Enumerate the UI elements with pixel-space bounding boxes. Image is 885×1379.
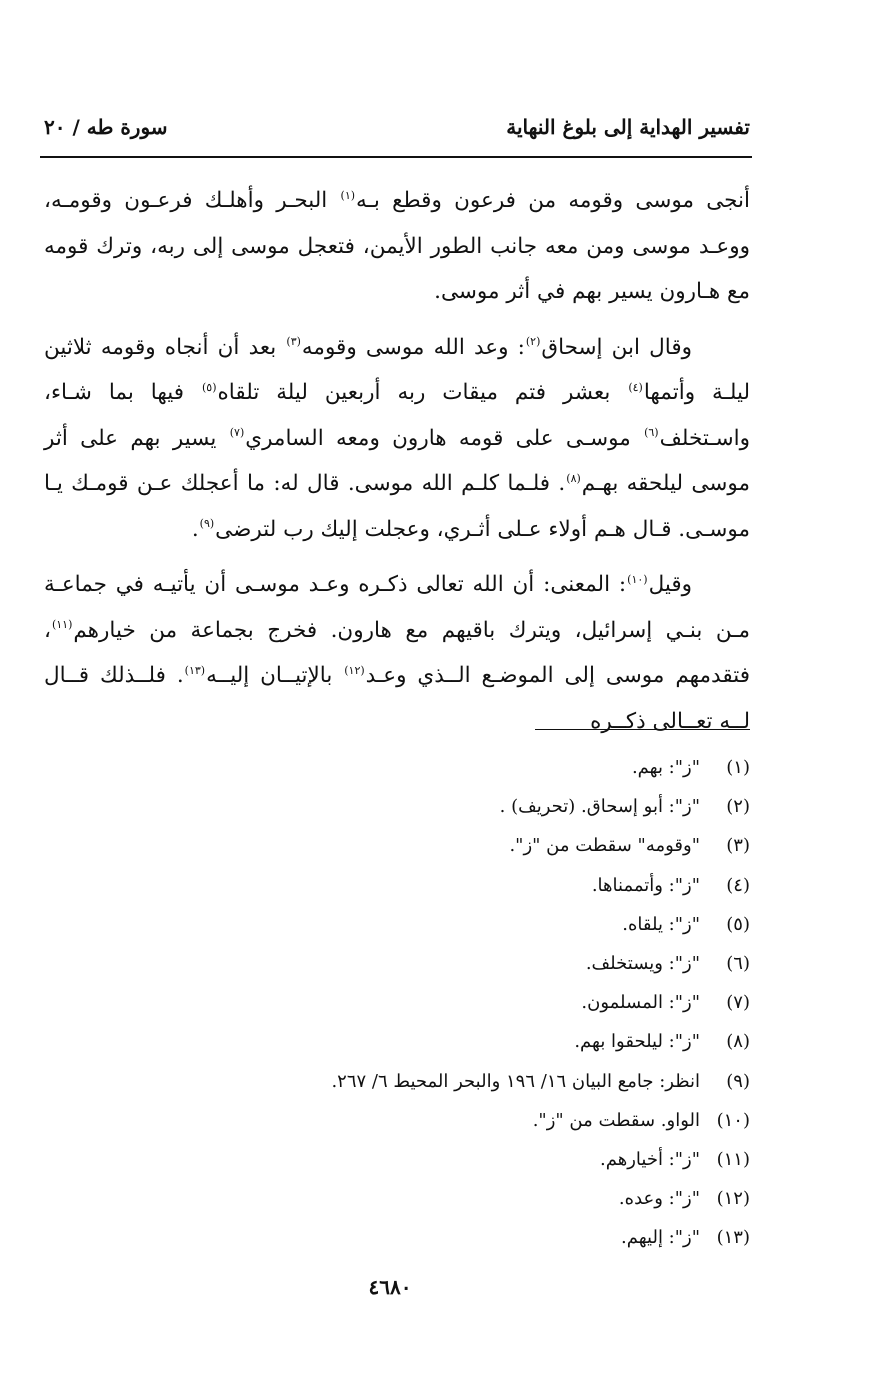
footnote-item bbox=[190, 826, 750, 865]
paragraph bbox=[44, 562, 750, 744]
footnote-item bbox=[190, 1101, 750, 1140]
footnote-number: (٢) bbox=[726, 796, 750, 818]
footnote-ref[interactable]: (١٠) bbox=[627, 572, 648, 586]
paragraph bbox=[44, 178, 750, 315]
running-header bbox=[40, 115, 750, 149]
footnote-number: (١٢) bbox=[716, 1188, 750, 1210]
footnote-ref[interactable]: (٢) bbox=[525, 335, 541, 349]
footnote-number: (٥) bbox=[726, 913, 750, 935]
footnote-ref[interactable]: (٥) bbox=[202, 380, 217, 394]
footnote-number: (٦) bbox=[726, 952, 750, 974]
footnote-text: "ز": بهم. bbox=[631, 757, 700, 778]
footnote-item bbox=[190, 866, 750, 905]
footnote-number: (٩) bbox=[726, 1070, 750, 1092]
footnote-item bbox=[190, 944, 750, 983]
text-run: فيها بما شـاء، واسـتخلف bbox=[44, 380, 750, 451]
footnote-item bbox=[190, 1022, 750, 1061]
text-run: بعشر فتم ميقات ربه أربعين ليلة تلقاه bbox=[217, 380, 628, 405]
footnote-ref[interactable]: (١٢) bbox=[344, 663, 365, 677]
footnote-ref[interactable]: (٨) bbox=[566, 471, 581, 485]
footnote-ref[interactable]: (١٣) bbox=[184, 663, 206, 677]
footnote-item bbox=[190, 748, 750, 787]
footnote-ref[interactable]: (١) bbox=[340, 188, 356, 202]
footnote-text: "ز": وأتممناها. bbox=[591, 874, 700, 896]
footnote-ref[interactable]: (٩) bbox=[199, 517, 215, 531]
text-run: ، فتقدمهم موسى إلى الموضـع الــذي وعـد bbox=[44, 617, 750, 688]
footnote-text: "ز": إليهم. bbox=[621, 1227, 700, 1249]
footnote-text: "ز": أخيارهم. bbox=[600, 1148, 700, 1170]
text-run: . فلـما كلـم الله موسى. قال له: ما أعجلك عـن قومـك يـا موسـى. قـال هـم أولاء عـلى أثـري، وعجلت إليك رب لترضى bbox=[44, 471, 750, 542]
footnote-text: الواو. سقطت من "ز". bbox=[532, 1109, 700, 1131]
text-run: : وعد الله موسى وقومه bbox=[301, 334, 525, 360]
paragraph bbox=[44, 325, 750, 553]
text-run: : المعنى: أن الله تعالى ذكـره وعـد موسـى أن يأتيـه في جماعـة مـن بنـي إسرائيل، ويترك باقيهم مع هارون. فخرج بجماعة من خيارهم bbox=[44, 572, 750, 643]
footnote-number: (١) bbox=[726, 757, 750, 778]
text-run: يسير بهم على أثر موسى ليلحقه بهـم bbox=[44, 425, 750, 496]
footnote-text: "ز": وعده. bbox=[618, 1188, 700, 1210]
footnote-ref[interactable]: (٧) bbox=[229, 426, 245, 440]
text-run: أنجى موسى وقومه من فرعون وقطع بـه bbox=[356, 188, 750, 213]
text-run: . فلــذلك قــال لــه تعــالى ذكــره bbox=[44, 663, 750, 734]
footnote-item bbox=[190, 1218, 750, 1257]
footnote-text: "ز": المسلمون. bbox=[581, 992, 700, 1014]
page-number: ٤٦٨٠ bbox=[368, 1275, 412, 1299]
surah-label: سورة طه / ٢٠ bbox=[44, 115, 168, 139]
footnote-item bbox=[190, 1179, 750, 1218]
footnote-item bbox=[190, 905, 750, 944]
footnote-item bbox=[190, 983, 750, 1022]
text-run: . bbox=[191, 516, 199, 542]
footnote-item bbox=[190, 1062, 750, 1101]
footnote-divider bbox=[535, 729, 750, 730]
footnote-number: (٣) bbox=[726, 835, 750, 857]
footnote-number: (٨) bbox=[726, 1031, 750, 1053]
text-run: البحـر وأهلـك فرعـون وقومـه، ووعـد موسى ومن معه جانب الطور الأيمن، فتعجل موسى إلى ربه، وترك قومه مع هـارون يسير بهم في أثر موسى. bbox=[44, 188, 750, 304]
footnote-text: "ز": ويستخلف. bbox=[585, 952, 700, 974]
text-run: بعد أن أنجاه وقومه ثلاثين ليلـة وأتمها bbox=[44, 334, 751, 405]
footnote-text: انظر: جامع البيان ١٦/ ١٩٦ والبحر المحيط ٦/ ٢٦٧. bbox=[331, 1070, 700, 1092]
footnote-ref[interactable]: (٣) bbox=[286, 335, 301, 349]
footnote-number: (١١) bbox=[716, 1148, 750, 1170]
footnote-text: "ز": ليلحقوا بهم. bbox=[574, 1031, 700, 1053]
text-run: بالإتيــان إليــه bbox=[206, 663, 344, 688]
book-title: تفسير الهداية إلى بلوغ النهاية bbox=[506, 115, 750, 139]
footnote-number: (٤) bbox=[726, 874, 750, 896]
footnote-number: (٧) bbox=[726, 992, 750, 1014]
footnotes-list bbox=[190, 748, 750, 1257]
footnote-item bbox=[190, 787, 750, 826]
footnote-number: (١٠) bbox=[716, 1109, 750, 1131]
footnote-text: "وقومه" سقطت من "ز". bbox=[509, 835, 700, 857]
footnote-item bbox=[190, 1140, 750, 1179]
footnote-text: "ز": يلقاه. bbox=[622, 913, 700, 935]
footnote-ref[interactable]: (٦) bbox=[644, 426, 659, 440]
header-divider bbox=[40, 156, 752, 158]
main-text bbox=[44, 178, 750, 754]
text-run: وقال ابن إسحاق bbox=[541, 334, 692, 360]
footnote-text: "ز": أبو إسحاق. (تحريف) . bbox=[499, 796, 700, 818]
text-run: وقيل bbox=[648, 572, 692, 597]
text-run: موسـى على قومه هارون ومعه السامري bbox=[245, 425, 644, 451]
footnote-ref[interactable]: (١١) bbox=[51, 618, 73, 632]
footnote-ref[interactable]: (٤) bbox=[628, 380, 643, 394]
footnote-number: (١٣) bbox=[716, 1227, 750, 1249]
